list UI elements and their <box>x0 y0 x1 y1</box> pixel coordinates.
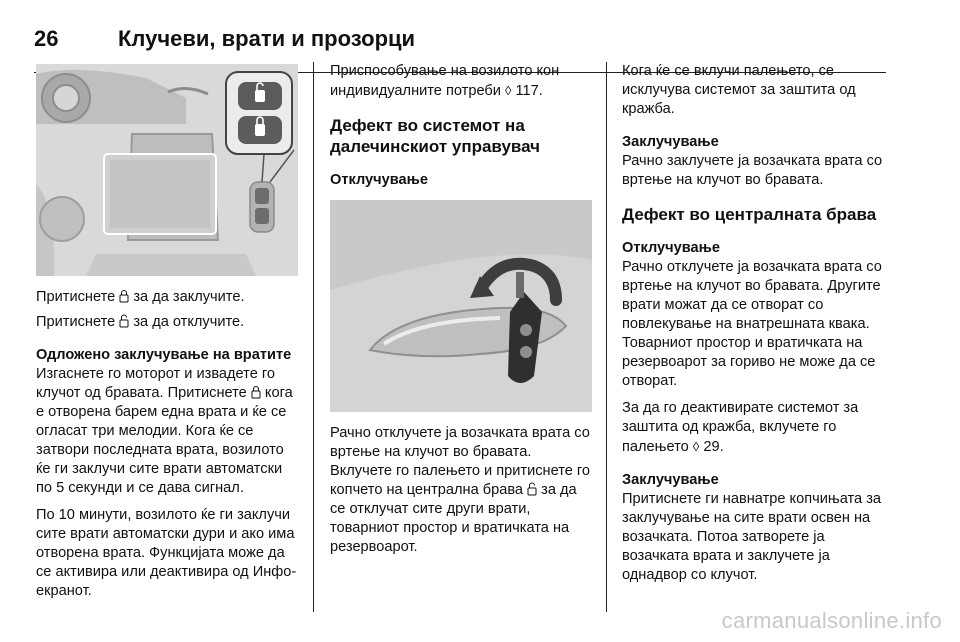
column-divider-1 <box>313 62 314 612</box>
remote-fault-lock-paragraph: Рачно заклучете ја возачката врата со вртење на клучот во бравата. <box>622 153 883 188</box>
page-header <box>34 22 886 56</box>
cross-reference-icon: ◊ <box>504 83 512 98</box>
dashboard-lock-buttons-illustration <box>36 64 298 276</box>
lock-icon <box>119 289 129 303</box>
column-2 <box>330 62 592 557</box>
central-fault-unlocking-heading: Отклучување <box>622 240 721 256</box>
delayed-locking-heading: Одложено заклучување на вратите <box>36 347 292 363</box>
unlock-icon <box>527 482 537 496</box>
remote-fault-unlock-paragraph: Рачно отклучете ја возачката врата со вртење на клучот во бравата. Вклучете го палењето и притиснете го копчето на централна брава за да се отклучат сите други врати, товарниот простор и вратичката на резервоарот. <box>330 425 591 555</box>
remote-unlocking-heading: Отклучување <box>330 172 429 188</box>
central-fault-lock-paragraph: Притиснете ги навнатре копчињата за заклучување на сите врати освен на возачката. Потоа затворете ја возачката врата и заклучете ја однадвор со клучот. <box>622 491 882 583</box>
page-title: Клучеви, врати и прозорци <box>118 26 416 51</box>
unlock-instruction: Притиснете за да отклучите. <box>36 314 245 330</box>
lock-instruction: Притиснете за да заклучите. <box>36 289 245 305</box>
column-1 <box>36 62 298 601</box>
column-3 <box>622 62 890 585</box>
central-lock-fault-heading: Дефект во централната брава <box>622 205 877 224</box>
cross-reference-icon: ◊ <box>692 439 700 454</box>
remote-fault-heading: Дефект во системот на далечинскиот управувач <box>330 116 541 156</box>
page-number: 26 <box>34 26 59 51</box>
column-divider-2 <box>606 62 607 612</box>
anti-theft-paragraph: Кога ќе се вклучи палењето, се исклучува системот за заштита од кражба. <box>622 63 856 117</box>
central-fault-locking-heading: Заклучување <box>622 472 719 488</box>
delayed-locking-paragraph-2: По 10 минути, возилото ќе ги заклучи сите врати автоматски дури и ако има отворена врата. Функцијата може да се активира или деактивира од Инфо-екранот. <box>36 507 297 599</box>
central-fault-unlock-paragraph: Рачно отклучете ја возачката врата со вртење на клучот во бравата. Другите врати можат да се отворат со повлекување на внатрешната квака. Товарниот простор и вратичката на резервоарот за гориво не може да се отворат. <box>622 259 882 389</box>
watermark: carmanualsonline.info <box>721 608 942 633</box>
remote-fault-locking-heading: Заклучување <box>622 134 719 150</box>
lock-icon <box>251 385 261 399</box>
unlock-icon <box>119 314 129 328</box>
anti-theft-deactivation-paragraph: За да го деактивирате системот за заштита од кражба, вклучете го палењето ◊ 29. <box>622 400 859 455</box>
personalisation-reference: Приспособување на возилото кон индивидуалните потреби ◊ 117. <box>330 63 560 99</box>
delayed-locking-paragraph-1: Изгаснете го моторот и извадете го клучот од бравата. Притиснете кога е отворена барем една врата и ќе се огласат три мелодии. Кога ќе се затвори последната врата, возилото ќе ги заклучи сите врати автоматски по 5 секунди и се дава сигнал. <box>36 366 293 496</box>
door-handle-key-illustration <box>330 200 592 412</box>
